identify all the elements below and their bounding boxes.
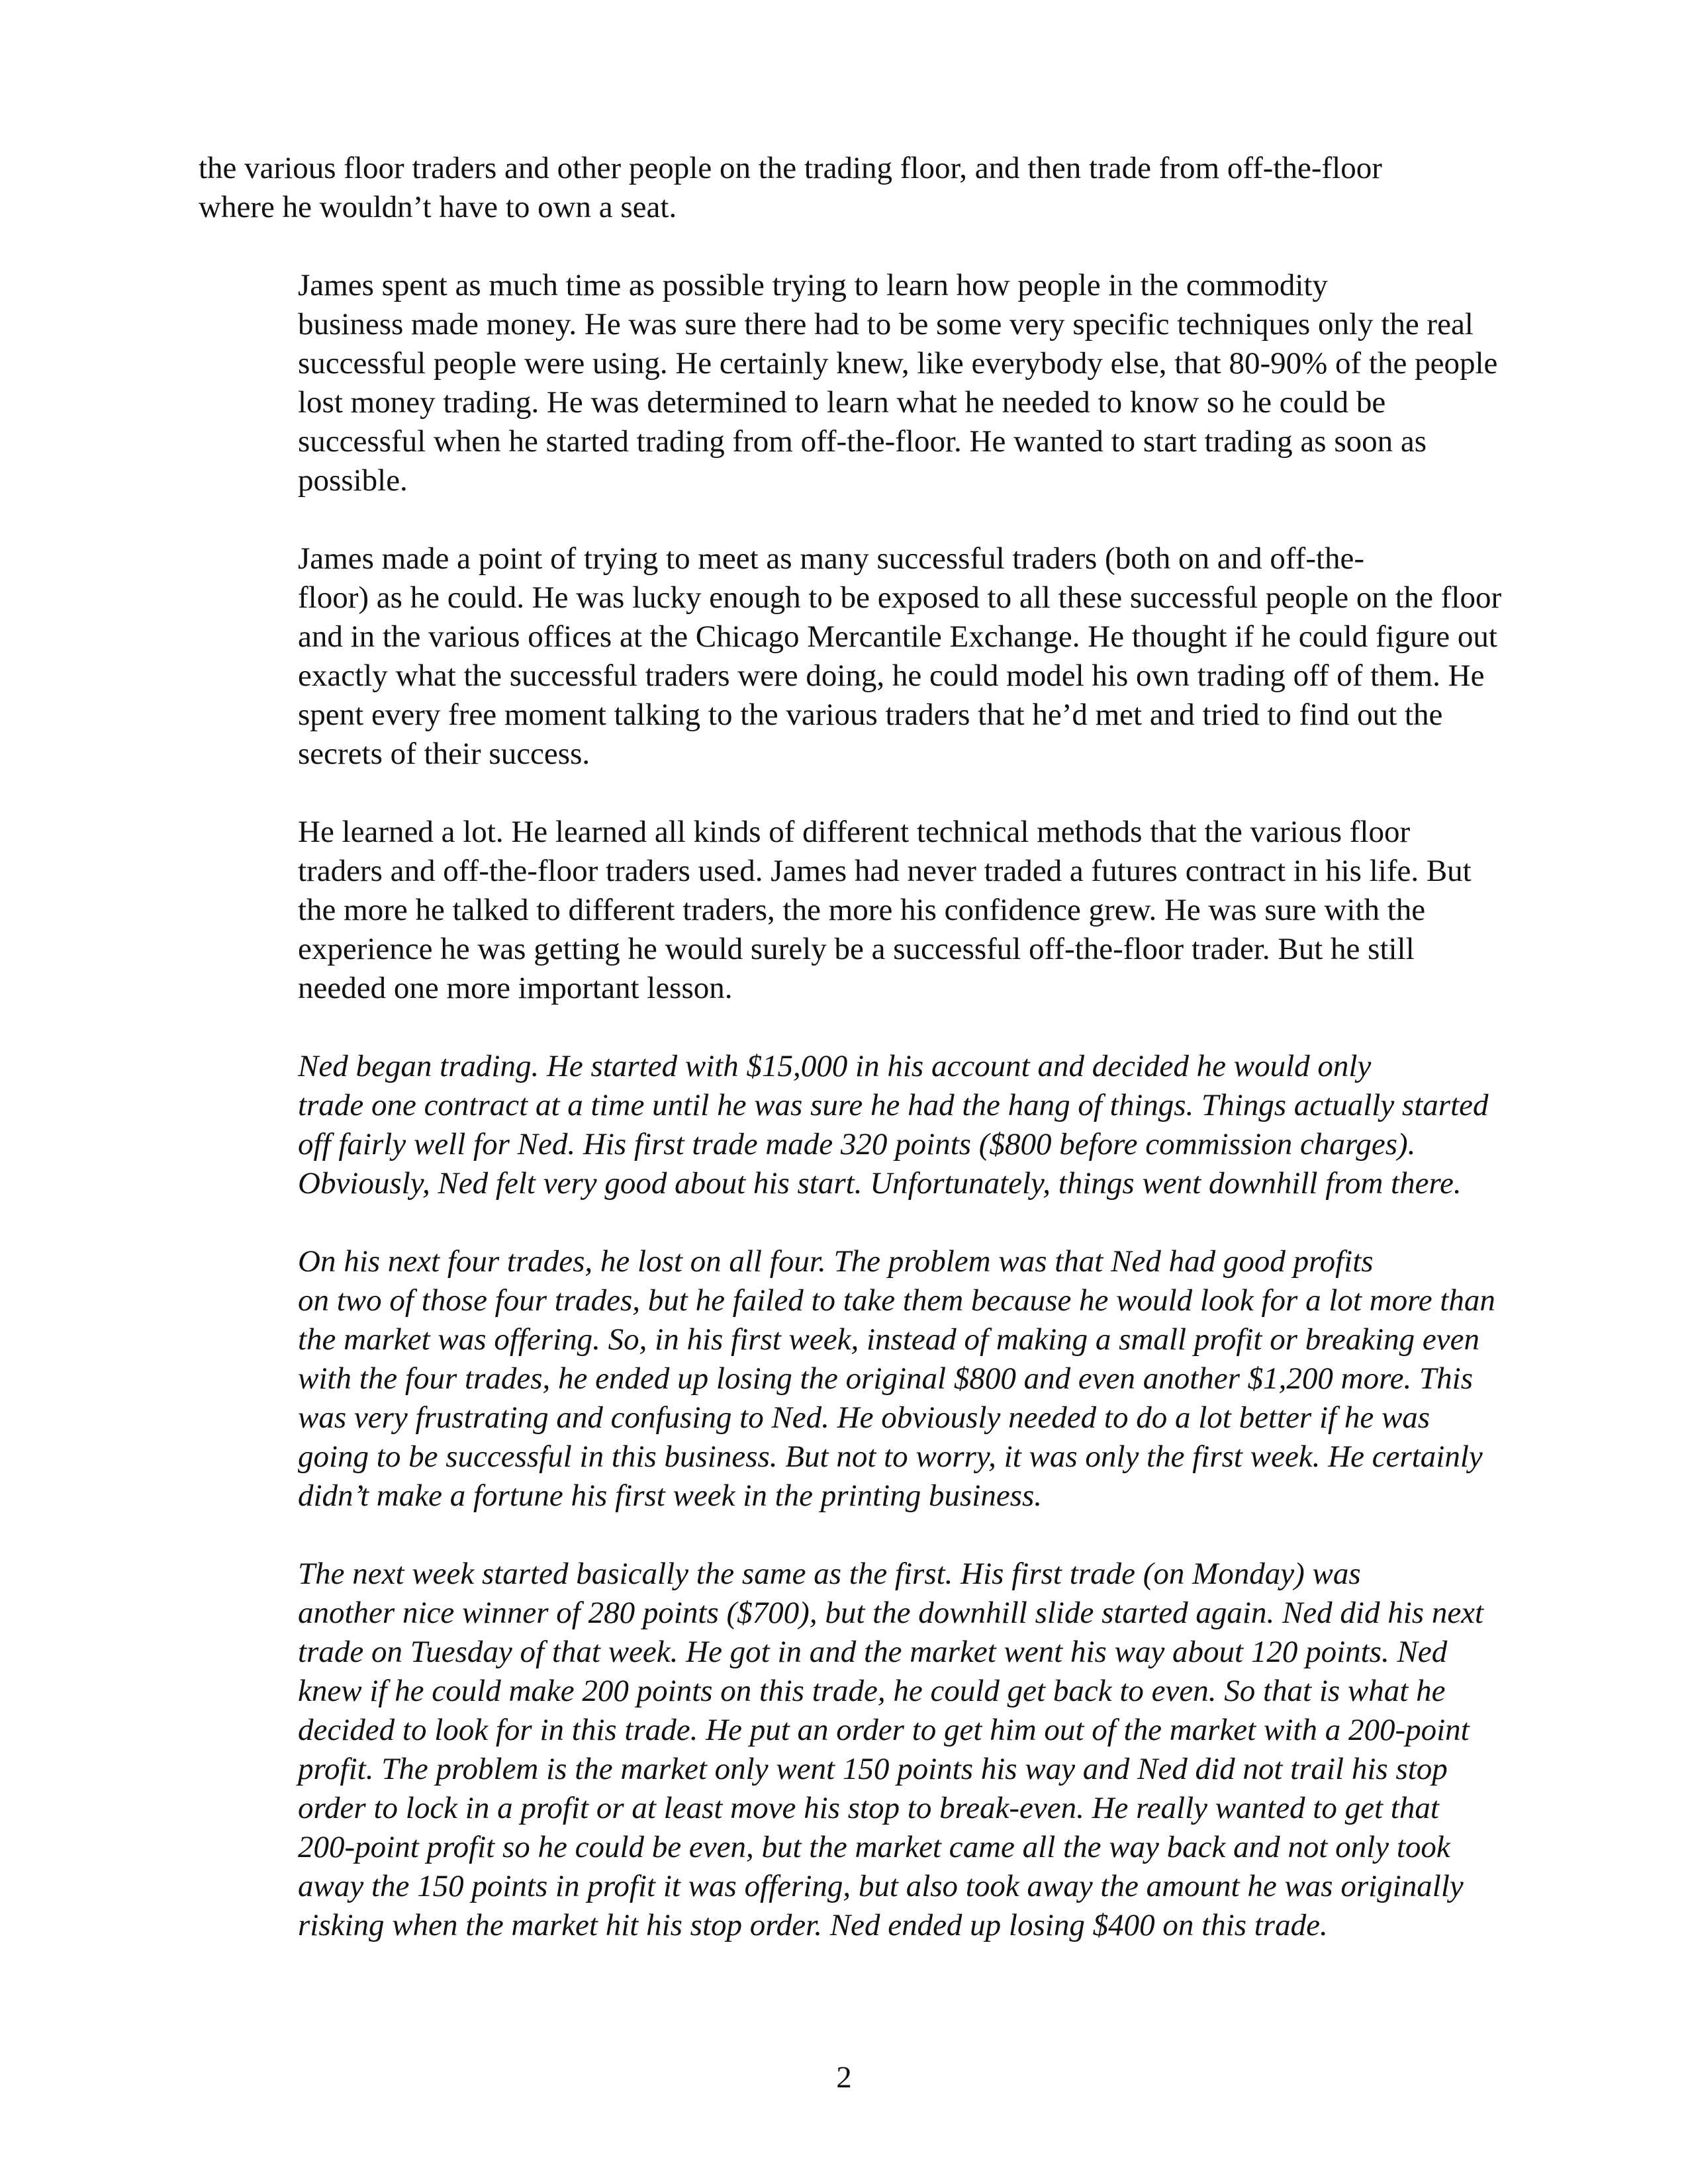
text-line: On his next four trades, he lost on all four. The problem was that Ned had good profits — [298, 1244, 1374, 1279]
text-line: another nice winner of 280 points ($700), but the downhill slide started again. Ned did his next — [298, 1596, 1484, 1630]
text-line: Obviously, Ned felt very good about his start. Unfortunately, things went downhill from there. — [298, 1166, 1462, 1201]
paragraph-continuation — [199, 149, 1489, 227]
text-line: possible. — [298, 463, 408, 498]
paragraph-ned-began — [199, 1047, 1489, 1203]
text-line: James spent as much time as possible trying to learn how people in the commodity — [298, 268, 1328, 302]
text-line: James made a point of trying to meet as many successful traders (both on and off-the- — [298, 541, 1365, 576]
text-line: successful people were using. He certainly knew, like everybody else, that 80-90% of the people — [298, 346, 1498, 381]
text-line: was very frustrating and confusing to Ned. He obviously needed to do a lot better if he was — [298, 1400, 1430, 1435]
paragraph-ned-next-week — [199, 1555, 1489, 1945]
paragraph-ned-four-trades — [199, 1242, 1495, 1516]
text-line: and in the various offices at the Chicago Mercantile Exchange. He thought if he could figure out — [298, 619, 1497, 654]
text-line: the more he talked to different traders, the more his confidence grew. He was sure with the — [298, 893, 1426, 927]
text-line: trade one contract at a time until he was sure he had the hang of things. Things actually started — [298, 1088, 1489, 1122]
text-line: He learned a lot. He learned all kinds of different technical methods that the various floor — [298, 815, 1411, 849]
text-line: needed one more important lesson. — [298, 971, 733, 1005]
text-line: on two of those four trades, but he failed to take them because he would look for a lot more than — [298, 1283, 1495, 1318]
text-line: off fairly well for Ned. His first trade made 320 points ($800 before commission charges). — [298, 1127, 1416, 1161]
text-line: The next week started basically the same as the first. His first trade (on Monday) was — [298, 1557, 1361, 1591]
paragraph-james-meeting-traders — [199, 539, 1502, 774]
text-line: business made money. He was sure there had to be some very specific techniques only the real — [298, 307, 1474, 341]
text-line: away the 150 points in profit it was offering, but also took away the amount he was originally — [298, 1869, 1464, 1903]
text-line: knew if he could make 200 points on this trade, he could get back to even. So that is what he — [298, 1674, 1446, 1708]
text-line: profit. The problem is the market only went 150 points his way and Ned did not trail his stop — [298, 1752, 1448, 1786]
text-line: didn’t make a fortune his first week in the printing business. — [298, 1479, 1043, 1513]
text-line: traders and off-the-floor traders used. James had never traded a futures contract in his life. But — [298, 854, 1472, 888]
text-line: the market was offering. So, in his first week, instead of making a small profit or breaking even — [298, 1322, 1479, 1357]
text-line: lost money trading. He was determined to learn what he needed to know so he could be — [298, 385, 1386, 420]
text-line: floor) as he could. He was lucky enough to be exposed to all these successful people on the floor — [298, 580, 1502, 615]
document-page — [199, 149, 1502, 1984]
text-line: with the four trades, he ended up losing the original $800 and even another $1,200 more. This — [298, 1361, 1473, 1396]
text-line: trade on Tuesday of that week. He got in and the market went his way about 120 points. Ned — [298, 1635, 1448, 1669]
text-line: 200-point profit so he could be even, but the market came all the way back and not only took — [298, 1830, 1450, 1864]
text-line: where he wouldn’t have to own a seat. — [199, 190, 677, 224]
text-line: risking when the market hit his stop order. Ned ended up losing $400 on this trade. — [298, 1908, 1328, 1942]
text-line: spent every free moment talking to the various traders that he’d met and tried to find out the — [298, 698, 1443, 732]
text-line: secrets of their success. — [298, 737, 590, 771]
text-line: the various floor traders and other people on the trading floor, and then trade from off-the-floor — [199, 151, 1382, 185]
paragraph-james-learned — [199, 813, 1489, 1008]
text-line: successful when he started trading from off-the-floor. He wanted to start trading as soon as — [298, 424, 1427, 459]
page-number: 2 — [836, 2060, 852, 2095]
text-line: exactly what the successful traders were doing, he could model his own trading off of them. He — [298, 659, 1485, 693]
paragraph-james-learning — [199, 266, 1498, 500]
text-line: decided to look for in this trade. He put an order to get him out of the market with a 200-point — [298, 1713, 1470, 1747]
text-line: Ned began trading. He started with $15,000 in his account and decided he would only — [298, 1049, 1372, 1083]
text-line: going to be successful in this business. But not to worry, it was only the first week. He certainly — [298, 1439, 1483, 1474]
text-line: order to lock in a profit or at least move his stop to break-even. He really wanted to get that — [298, 1791, 1439, 1825]
text-line: experience he was getting he would surely be a successful off-the-floor trader. But he still — [298, 932, 1415, 966]
